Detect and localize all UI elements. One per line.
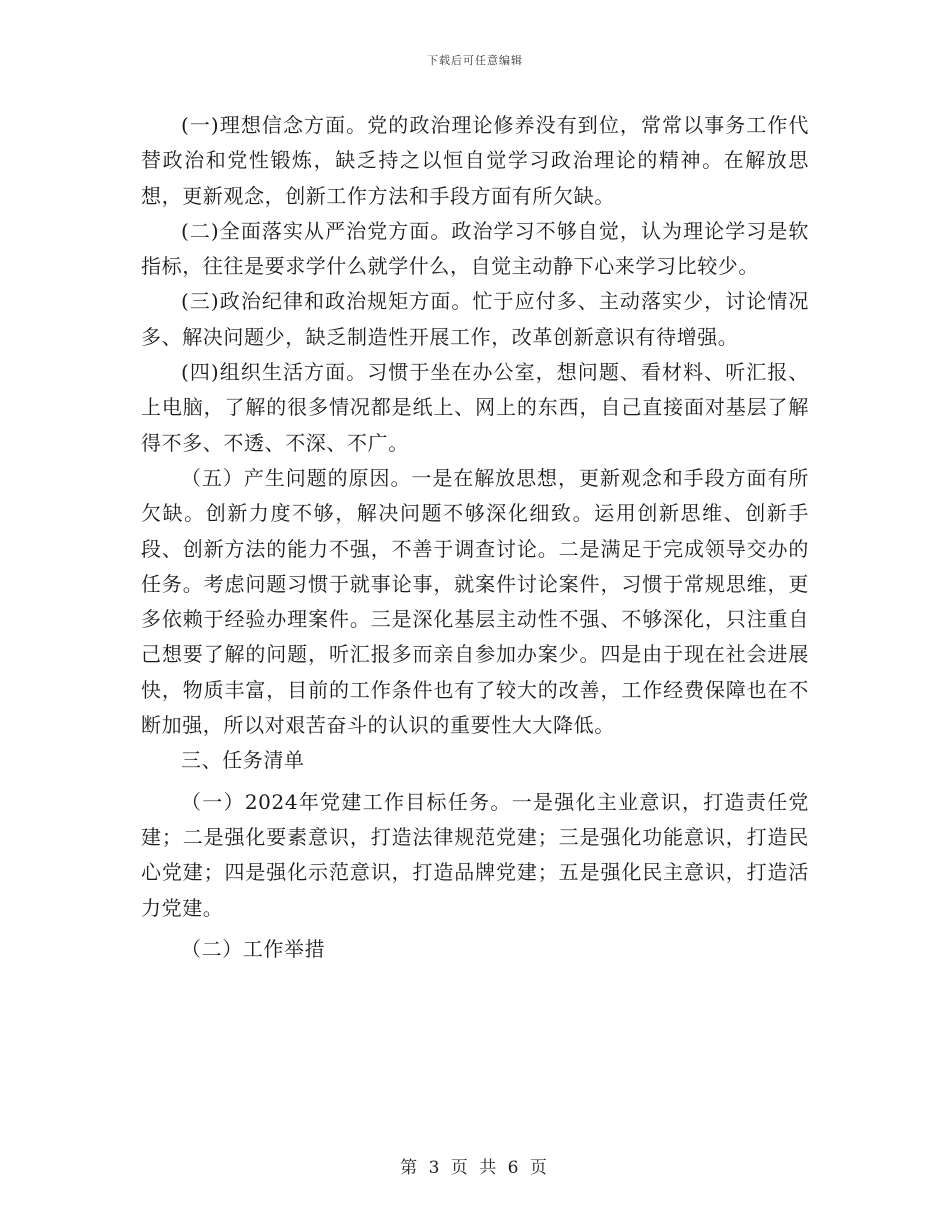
paragraph-strict-party-governance: (二)全面落实从严治党方面。政治学习不够自觉，认为理论学习是软指标，往往是要求学什么就学什么，自觉主动静下心来学习比较少。 — [141, 218, 809, 279]
section-heading-task-list: 三、任务清单 — [181, 748, 305, 773]
paragraph-ideals-beliefs: (一)理想信念方面。党的政治理论修养没有到位，常常以事务工作代替政治和党性锻炼，缺乏持之以恒自觉学习政治理论的精神。在解放思想，更新观念，创新工作方法和手段方面有所欠缺。 — [141, 113, 809, 208]
paragraph-causes-of-problems: （五）产生问题的原因。一是在解放思想，更新观念和手段方面有所欠缺。创新力度不够，解决问题不够深化细致。运用创新思维、创新手段、创新方法的能力不强，不善于调查讨论。二是满足于完成领导交办的任务。考虑问题习惯于就事论事，就案件讨论案件，习惯于常规思维，更多依赖于经验办理案件。三是深化基层主动性不强、不够深化，只注重自己想要了解的问题，听汇报多而亲自参加办案少。四是由于现在社会进展快，物质丰富，目前的工作条件也有了较大的改善，工作经费保障也在不断加强，所以对艰苦奋斗的认识的重要性大大降低。 — [141, 465, 809, 738]
document-body — [141, 108, 809, 967]
paragraph-political-discipline: (三)政治纪律和政治规矩方面。忙于应付多、主动落实少，讨论情况多、解决问题少，缺乏制造性开展工作，改革创新意识有待增强。 — [141, 289, 809, 349]
page-header: 下载后可任意编辑 — [427, 54, 523, 67]
subheading-work-measures: （二）工作举措 — [181, 936, 326, 961]
paragraph-2024-goals: （一）2024年党建工作目标任务。一是强化主业意识，打造责任党建；二是强化要素意识，打造法律规范党建；三是强化功能意识，打造民心党建；四是强化示范意识，打造品牌党建；五是强化民主意识，打造活力党建。 — [141, 789, 809, 920]
paragraph-organizational-life: (四)组织生活方面。习惯于坐在办公室，想问题、看材料、听汇报、上电脑，了解的很多情况都是纸上、网上的东西，自己直接面对基层了解得不多、不透、不深、不广。 — [141, 360, 809, 455]
page-number-footer: 第 3 页 共 6 页 — [400, 1158, 550, 1178]
